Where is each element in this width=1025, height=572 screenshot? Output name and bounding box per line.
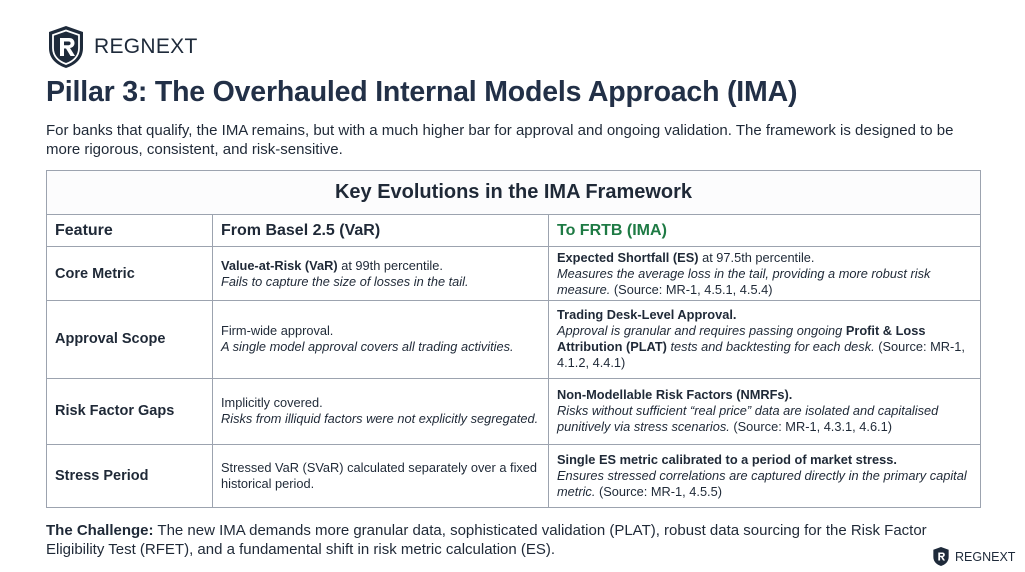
- footer-brand-name: REGNEXT: [955, 549, 1016, 564]
- to-title: Non-Modellable Risk Factors (NMRFs).: [557, 387, 793, 403]
- to-cell: [549, 378, 981, 445]
- to-cell: [549, 247, 981, 301]
- challenge-text: The new IMA demands more granular data, sophisticated validation (PLAT), robust data sourcing for the Risk Factor Eligibility Test (RFET), and a fundamental shift in risk metric calculation (ES).: [46, 522, 927, 558]
- header-to: To FRTB (IMA): [549, 215, 981, 247]
- from-desc: Fails to capture the size of losses in the tail.: [221, 273, 469, 289]
- intro-paragraph: For banks that qualify, the IMA remains, but with a much higher bar for approval and ongoing validation. The framework is designed to be more rigorous, consistent, and risk-sensitive.: [46, 122, 954, 158]
- header-from: From Basel 2.5 (VaR): [213, 215, 549, 247]
- to-title: Trading Desk-Level Approval.: [557, 307, 737, 323]
- challenge-label: The Challenge:: [46, 522, 154, 539]
- header-feature: Feature: [47, 215, 213, 247]
- ima-comparison-table: [46, 170, 981, 508]
- to-source: (Source: MR-1, 4.5.1, 4.5.4): [610, 281, 773, 297]
- to-cell: [549, 301, 981, 378]
- to-desc-b: tests and backtesting for each desk.: [666, 339, 875, 355]
- from-desc: Risks from illiquid factors were not explicitly segregated.: [221, 411, 539, 427]
- to-title: Single ES metric calibrated to a period of market stress.: [557, 452, 897, 468]
- to-title-suffix: at 97.5th percentile.: [698, 249, 815, 265]
- brand-name: REGNEXT: [94, 35, 198, 58]
- to-source: (Source: MR-1, 4.1.2, 4.4.1): [557, 339, 965, 371]
- from-cell: [213, 445, 549, 508]
- table-caption: Key Evolutions in the IMA Framework: [47, 171, 981, 215]
- table-row: [47, 445, 981, 508]
- to-desc: Measures the average loss in the tail, providing a more robust risk measure.: [557, 265, 931, 297]
- from-title: Firm-wide approval.: [221, 323, 334, 339]
- to-desc-bold: Profit & Loss Attribution (PLAT): [557, 323, 926, 355]
- table-row: [47, 247, 981, 301]
- to-desc: Ensures stressed correlations are captured directly in the primary capital metric.: [557, 468, 967, 500]
- table-row: [47, 378, 981, 445]
- to-title: Expected Shortfall (ES): [557, 249, 699, 265]
- table-header-row: [47, 215, 981, 247]
- brand-logo: [46, 24, 198, 70]
- from-title: Implicitly covered.: [221, 395, 323, 411]
- page-title: Pillar 3: The Overhauled Internal Models Approach (IMA): [46, 76, 798, 108]
- footer-brand-logo: [932, 546, 1015, 567]
- feature-cell: Core Metric: [47, 247, 213, 301]
- feature-cell: Approval Scope: [47, 301, 213, 378]
- from-title-suffix: at 99th percentile.: [337, 257, 443, 273]
- to-desc: Risks without sufficient “real price” data are isolated and capitalised punitively via stress scenarios.: [557, 403, 939, 435]
- feature-cell: Risk Factor Gaps: [47, 378, 213, 445]
- feature-cell: Stress Period: [47, 445, 213, 508]
- shield-r-icon: [932, 546, 950, 567]
- from-cell: [213, 301, 549, 378]
- to-desc-a: Approval is granular and requires passing ongoing: [557, 323, 846, 339]
- from-title: Stressed VaR (SVaR) calculated separately over a fixed historical period.: [221, 460, 538, 492]
- to-cell: [549, 445, 981, 508]
- challenge-note: [46, 521, 946, 559]
- shield-r-icon: [46, 24, 86, 70]
- from-desc: A single model approval covers all trading activities.: [221, 339, 514, 355]
- from-title: Value-at-Risk (VaR): [221, 257, 338, 273]
- table-row: [47, 301, 981, 378]
- to-source: (Source: MR-1, 4.5.5): [595, 484, 722, 500]
- from-cell: [213, 378, 549, 445]
- to-source: (Source: MR-1, 4.3.1, 4.6.1): [729, 419, 892, 435]
- from-cell: [213, 247, 549, 301]
